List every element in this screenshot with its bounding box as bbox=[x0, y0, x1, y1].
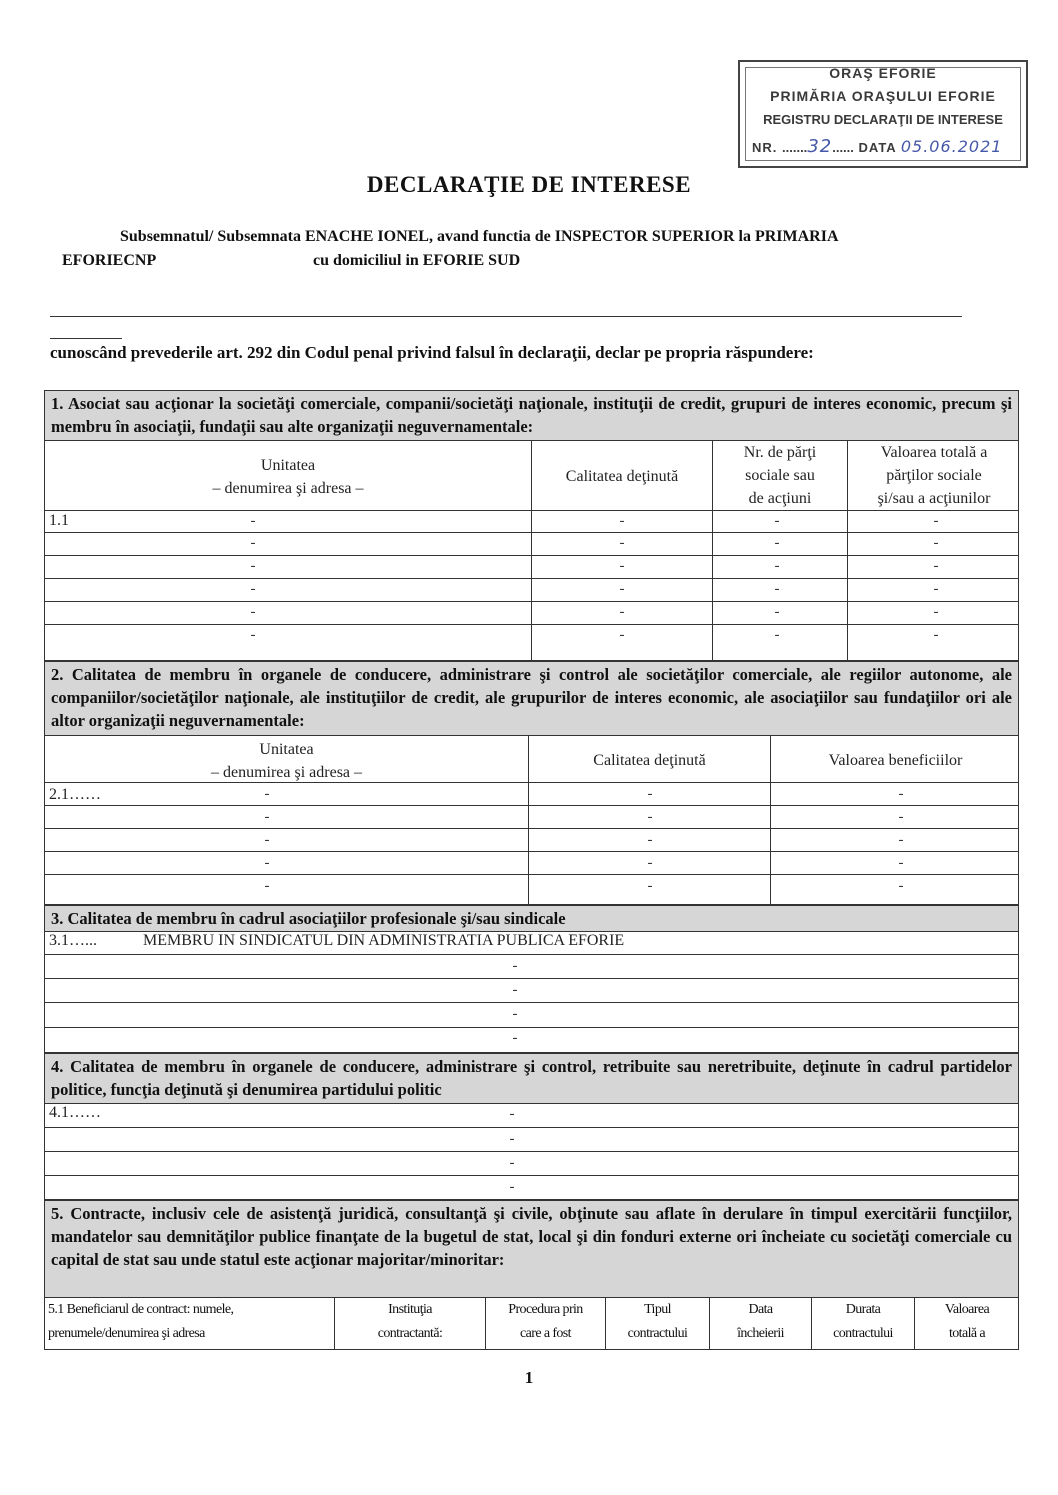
s4-dash-r2-c1: - bbox=[509, 1131, 515, 1147]
stamp-registry: REGISTRU DECLARAŢII DE INTERESE bbox=[763, 112, 1003, 127]
section-5-heading: 5. Contracte, inclusiv cele de asistenţă juridică, consultanţă şi civile, obţinute sau aflate în derulare în timpul exercitării funcţiilor, mandatelor sau demnităţilor publice finanţate de la bugetul de stat, local şi din fonduri externe ori încheiate cu societăţi comerciale cu capital de stat sau unde statul este acţionar majoritar/minoritar: bbox=[45, 1201, 1018, 1298]
intro-line-1: Subsemnatul/ Subsemnata ENACHE IONEL, avand functia de INSPECTOR SUPERIOR la PRIMARIA bbox=[120, 228, 839, 245]
s2-dash-r1-c1: - bbox=[264, 786, 270, 802]
s2-dash-r5-c2: - bbox=[647, 878, 653, 894]
s1-dash-r5-c4: - bbox=[933, 604, 939, 620]
s1-dash-r2-c1: - bbox=[250, 535, 256, 551]
stamp-number-date: NR. .......32...... DATA 05.06.2021 bbox=[752, 136, 1003, 157]
s2-dash-r4-c1: - bbox=[264, 855, 270, 871]
s2-dash-r3-c1: - bbox=[264, 832, 270, 848]
s1-col-quality-header: Calitatea deţinută bbox=[565, 468, 679, 485]
s1-dash-r6-c4: - bbox=[933, 627, 939, 643]
s3-row-label: 3.1…... bbox=[49, 932, 97, 949]
s4-dash-r4-c1: - bbox=[509, 1179, 515, 1195]
s1-dash-r1-c2: - bbox=[619, 513, 625, 529]
intro-cnp: EFORIECNP bbox=[62, 252, 157, 269]
s2-dash-r2-c1: - bbox=[264, 809, 270, 825]
s5-col-value: Valoarea totală a bbox=[944, 1302, 990, 1341]
s2-dash-r3-c2: - bbox=[647, 832, 653, 848]
s1-dash-r5-c3: - bbox=[774, 604, 780, 620]
s1-col-value-header: Valoarea totală a părţilor sociale şi/sau a acţiunilor bbox=[877, 444, 991, 507]
registry-stamp bbox=[738, 60, 1028, 168]
s5-col-type: Tipul contractului bbox=[627, 1302, 688, 1341]
s1-col-unit-header: Unitatea – denumirea şi adresa – bbox=[212, 457, 364, 497]
s1-row-label: 1.1 bbox=[49, 512, 69, 529]
s1-dash-r2-c2: - bbox=[619, 535, 625, 551]
s5-col-beneficiary: 5.1 Beneficiarul de contract: numele, prenumele/denumirea şi adresa bbox=[48, 1302, 234, 1341]
s1-dash-r5-c1: - bbox=[250, 604, 256, 620]
section-4-table bbox=[44, 1053, 1019, 1200]
stamp-data-value: 05.06.2021 bbox=[900, 137, 1003, 156]
section-5-table bbox=[44, 1200, 1019, 1350]
s2-col-unit-header: Unitatea – denumirea şi adresa – bbox=[210, 741, 363, 781]
s2-dash-r5-c3: - bbox=[898, 878, 904, 894]
s3-dash-r4-c1: - bbox=[512, 1030, 518, 1046]
s1-dash-r3-c2: - bbox=[619, 558, 625, 574]
s3-dash-r3-c1: - bbox=[512, 1006, 518, 1022]
s1-dash-r3-c1: - bbox=[250, 558, 256, 574]
s1-dash-r1-c1: - bbox=[250, 513, 256, 529]
s1-dash-r4-c2: - bbox=[619, 581, 625, 597]
section-3-table bbox=[44, 905, 1019, 1053]
s5-col-date: Data încheierii bbox=[737, 1302, 784, 1341]
intro-domicile: cu domiciliul in EFORIE SUD bbox=[313, 252, 521, 269]
s1-dash-r1-c3: - bbox=[774, 513, 780, 529]
s5-col-duration: Durata contractului bbox=[833, 1302, 893, 1341]
section-1-heading: 1. Asociat sau acţionar la societăţi comerciale, companii/societăţi naţionale, instituţii de credit, grupuri de interes economic, precum şi membru în asociaţii, fundaţii sau alte organizaţii neguvernamentale: bbox=[45, 391, 1018, 441]
blank-line bbox=[50, 316, 962, 317]
s1-dash-r6-c1: - bbox=[250, 627, 256, 643]
s1-dash-r2-c4: - bbox=[933, 535, 939, 551]
s2-dash-r1-c3: - bbox=[898, 786, 904, 802]
s1-dash-r4-c4: - bbox=[933, 581, 939, 597]
section-4-heading: 4. Calitatea de membru în organele de conducere, administrare şi control, retribuite sau neretribuite, deţinute în cadrul partidelor politice, funcţia deţinută şi denumirea partidului politic bbox=[45, 1054, 1018, 1104]
s4-row-label: 4.1…… bbox=[49, 1104, 101, 1121]
declaration-statement: cunoscând prevederile art. 292 din Codul penal privind falsul în declaraţii, declar pe propria răspundere: bbox=[50, 343, 814, 362]
section-2-heading: 2. Calitatea de membru în organele de conducere, administrare şi control ale societăţilor comerciale, ale regiilor autonome, ale companiilor/societăţilor naţionale, ale instituţiilor de credit, ale grupurilor de interes economic, ale asociaţiilor sau fundaţiilor ori ale altor organizaţii neguvernamentale: bbox=[45, 662, 1018, 736]
s2-dash-r1-c2: - bbox=[647, 786, 653, 802]
s2-dash-r5-c1: - bbox=[264, 878, 270, 894]
s1-dash-r4-c3: - bbox=[774, 581, 780, 597]
s5-col-institution: Instituţia contractantă: bbox=[377, 1302, 443, 1341]
s2-col-benefits-header: Valoarea beneficiilor bbox=[828, 752, 963, 769]
s1-dash-r5-c2: - bbox=[619, 604, 625, 620]
section-1-table bbox=[44, 390, 1019, 661]
s2-dash-r3-c3: - bbox=[898, 832, 904, 848]
stamp-nr-label: NR. bbox=[752, 140, 778, 155]
stamp-nr-value: 32 bbox=[807, 136, 833, 157]
blank-line-short bbox=[50, 338, 122, 339]
s4-dash-r1-c1: - bbox=[509, 1106, 515, 1122]
s1-dash-r2-c3: - bbox=[774, 535, 780, 551]
s1-dash-r1-c4: - bbox=[933, 513, 939, 529]
s1-col-shares-header: Nr. de părţi sociale sau de acţiuni bbox=[743, 444, 817, 507]
s3-dash-r1-c1: - bbox=[512, 958, 518, 974]
s1-dash-r4-c1: - bbox=[250, 581, 256, 597]
s1-dash-r3-c4: - bbox=[933, 558, 939, 574]
s2-dash-r4-c3: - bbox=[898, 855, 904, 871]
stamp-institution: PRIMĂRIA ORAŞULUI EFORIE bbox=[770, 88, 996, 104]
s1-dash-r3-c3: - bbox=[774, 558, 780, 574]
s2-dash-r2-c3: - bbox=[898, 809, 904, 825]
s3-dash-r2-c1: - bbox=[512, 982, 518, 998]
section-2-table bbox=[44, 661, 1019, 905]
s5-col-procedure: Procedura prin care a fost bbox=[508, 1302, 583, 1341]
stamp-town: ORAŞ EFORIE bbox=[829, 65, 937, 81]
stamp-data-label: DATA bbox=[858, 140, 897, 155]
s3-row-value: MEMBRU IN SINDICATUL DIN ADMINISTRATIA PUBLICA EFORIE bbox=[143, 932, 625, 949]
s4-dash-r3-c1: - bbox=[509, 1155, 515, 1171]
s1-dash-r6-c2: - bbox=[619, 627, 625, 643]
s2-dash-r4-c2: - bbox=[647, 855, 653, 871]
s2-row-label: 2.1…… bbox=[49, 786, 101, 803]
s2-col-quality-header: Calitatea deţinută bbox=[593, 752, 706, 769]
s1-dash-r6-c3: - bbox=[774, 627, 780, 643]
s2-dash-r2-c2: - bbox=[647, 809, 653, 825]
page-number: 1 bbox=[524, 1368, 534, 1387]
section-3-heading: 3. Calitatea de membru în cadrul asociaţiilor profesionale şi/sau sindicale bbox=[45, 906, 1018, 932]
document-title: DECLARAŢIE DE INTERESE bbox=[366, 172, 692, 197]
